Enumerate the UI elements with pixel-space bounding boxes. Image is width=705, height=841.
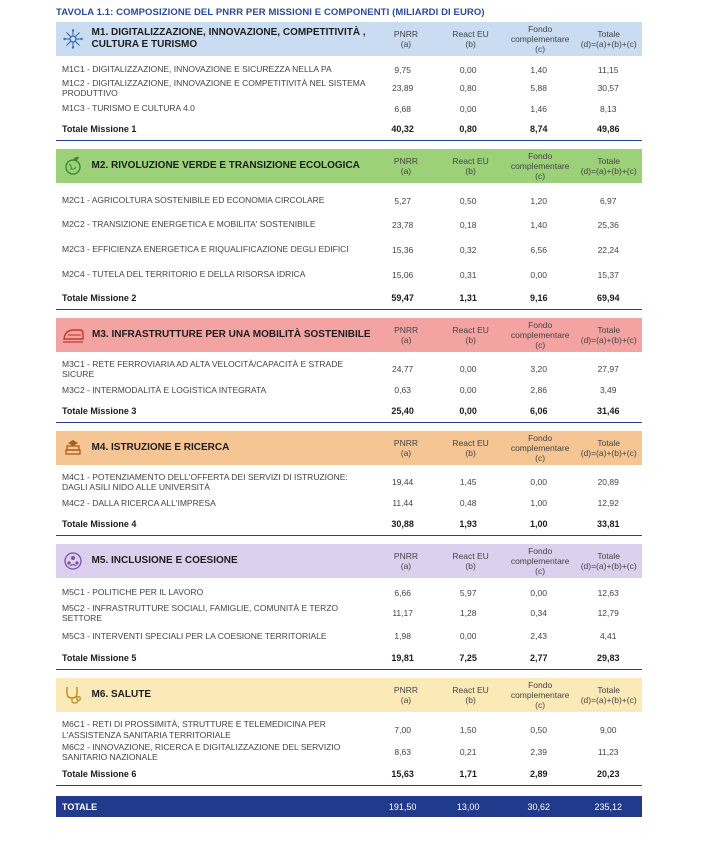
table-row: [56, 77, 642, 99]
value-react-eu: 0,00: [459, 385, 477, 395]
column-header-line: React EU: [452, 438, 489, 448]
total-react-eu: 0,00: [459, 406, 477, 416]
value-totale: 12,79: [597, 608, 619, 618]
value-fondo: 1,20: [530, 195, 547, 206]
component-label: M5C3 - INTERVENTI SPECIALI PER LA COESIONE TERRITORIALE: [62, 630, 327, 641]
total-react-eu: 1,31: [459, 293, 477, 303]
total-pnrr: 40,32: [391, 124, 414, 134]
table-row: [56, 625, 642, 647]
column-header-line: Fondo: [528, 24, 553, 34]
table-row: [56, 471, 642, 493]
mission-title: [92, 160, 376, 172]
mission-total-label: Totale Missione 3: [62, 406, 137, 416]
column-header-line: React EU: [452, 551, 489, 561]
column-header-line: Fondo: [528, 680, 553, 690]
column-header-line: (c): [535, 44, 546, 54]
value-react-eu: 1,50: [459, 724, 477, 735]
column-header-c2: [436, 551, 505, 571]
value-react-eu: 0,18: [459, 219, 477, 230]
component-label: M6C1 - RETI DI PROSSIMITÀ, STRUTTURE E TELEMEDICINA PER L'ASSISTENZA SANITARIA TERRITORIALE: [62, 719, 326, 740]
value-totale: 30,57: [597, 83, 619, 93]
mission-section: [56, 678, 642, 786]
value-react-eu: 1,45: [459, 477, 477, 487]
value-totale: 25,36: [597, 219, 619, 230]
mission-total-row: [56, 513, 642, 536]
column-header-line: Totale: [597, 685, 621, 695]
column-header-line: (c): [535, 453, 546, 463]
total-totale: 20,23: [596, 769, 620, 779]
column-header-line: PNRR: [394, 325, 419, 335]
total-totale: 69,94: [596, 293, 620, 303]
value-react-eu: 0,00: [459, 364, 477, 374]
total-react-eu: 7,25: [459, 653, 477, 663]
column-header-line: Totale: [597, 438, 621, 448]
value-fondo: 0,50: [530, 724, 547, 735]
value-react-eu: 0,21: [459, 747, 477, 757]
column-header-line: (d)=(a)+(b)+(c): [580, 695, 637, 705]
table-row: [56, 358, 642, 380]
value-totale: 3,49: [599, 385, 617, 395]
grand-total-fondo: 30,62: [527, 801, 550, 812]
mission-total-label: Totale Missione 4: [62, 519, 137, 529]
table-row: [56, 493, 642, 513]
table-row: [56, 601, 642, 625]
total-react-eu: 1,93: [459, 519, 477, 529]
table-row: [56, 189, 642, 212]
value-fondo: 1,40: [530, 64, 547, 75]
column-header-line: (b): [465, 561, 476, 571]
value-pnrr: 11,44: [392, 498, 413, 508]
mission-title: [92, 689, 376, 701]
value-pnrr: 0,63: [394, 385, 411, 395]
value-totale: 27,97: [597, 364, 619, 374]
column-header-line: Totale: [597, 325, 621, 335]
value-totale: 22,24: [597, 244, 619, 255]
table-row: [56, 380, 642, 400]
column-header-line: (a): [400, 448, 412, 458]
total-fondo: 6,06: [529, 406, 548, 416]
mission-total-label: Totale Missione 6: [62, 769, 137, 779]
column-header-line: (a): [400, 561, 412, 571]
column-header-line: PNRR: [393, 551, 418, 561]
value-react-eu: 0,48: [459, 498, 477, 508]
column-header-c2: [436, 29, 505, 49]
total-fondo: 2,77: [529, 653, 548, 663]
mission-title: [92, 555, 376, 567]
table-row: [56, 212, 642, 237]
value-fondo: 2,39: [530, 747, 547, 757]
green-globe-icon: [62, 155, 84, 177]
total-fondo: 2,89: [529, 769, 548, 779]
value-pnrr: 23,89: [392, 83, 414, 93]
mission-section: [56, 431, 642, 536]
value-fondo: 1,46: [530, 103, 547, 114]
column-header-line: complementare: [510, 556, 570, 566]
value-fondo: 2,86: [530, 385, 547, 395]
column-header-line: (b): [465, 39, 476, 49]
column-header-line: (c): [535, 700, 546, 710]
value-fondo: 6,56: [530, 244, 547, 255]
column-header-line: Totale: [597, 156, 621, 166]
mission-title-line1: M5. INCLUSIONE E COESIONE: [91, 555, 238, 566]
column-header-line: (b): [465, 166, 476, 176]
mission-section: [56, 544, 642, 670]
value-pnrr: 6,68: [394, 103, 411, 114]
total-pnrr: 15,63: [391, 769, 414, 779]
mission-title-line1: M6. SALUTE: [91, 689, 151, 700]
component-label: M2C2 - TRANSIZIONE ENERGETICA E MOBILITA' SOSTENIBILE: [62, 219, 316, 230]
mission-total-row: [56, 118, 642, 141]
mission-header: [56, 22, 642, 56]
value-pnrr: 1,98: [394, 631, 411, 641]
mission-header: [56, 431, 642, 465]
value-pnrr: 6,66: [394, 587, 411, 598]
value-react-eu: 0,00: [459, 631, 477, 641]
total-totale: 29,83: [596, 653, 620, 663]
column-header-line: complementare: [510, 161, 570, 171]
total-pnrr: 30,88: [391, 519, 414, 529]
component-label: M5C1 - POLITICHE PER IL LAVORO: [62, 587, 204, 598]
mission-total-row: [56, 763, 642, 786]
table-title: TAVOLA 1.1: COMPOSIZIONE DEL PNRR PER MISSIONI E COMPONENTI (MILIARDI DI EURO): [56, 7, 485, 18]
column-header-line: (a): [400, 39, 412, 49]
mission-title: [92, 329, 376, 341]
value-totale: 6,97: [599, 195, 617, 206]
value-totale: 8,13: [599, 103, 617, 114]
mission-total-row: [56, 400, 642, 423]
column-header-line: (c): [535, 171, 546, 181]
column-header-line: complementare: [510, 443, 570, 453]
total-totale: 31,46: [596, 406, 620, 416]
total-react-eu: 1,71: [459, 769, 477, 779]
value-fondo: 1,40: [530, 219, 547, 230]
column-header-line: (c): [535, 340, 546, 350]
column-header-c2: [436, 438, 505, 458]
table-row: [56, 718, 642, 741]
column-header-c3: [505, 546, 576, 576]
column-header-line: (b): [465, 448, 476, 458]
value-pnrr: 15,06: [392, 269, 414, 280]
grand-total-label: TOTALE: [62, 801, 98, 812]
table-row: [56, 584, 642, 601]
table-row: [56, 62, 642, 77]
total-totale: 33,81: [596, 519, 620, 529]
column-header-c2: [436, 156, 505, 176]
books-icon: [62, 437, 84, 459]
value-totale: 9,00: [599, 724, 617, 735]
total-fondo: 9,16: [529, 293, 548, 303]
mission-total-row: [56, 647, 642, 670]
column-header-line: (d)=(a)+(b)+(c): [580, 448, 637, 458]
value-fondo: 0,00: [530, 269, 547, 280]
value-react-eu: 0,80: [459, 83, 477, 93]
column-header-c4: [575, 325, 642, 345]
mission-title-line1: M2. RIVOLUZIONE VERDE E TRANSIZIONE ECOLOGICA: [91, 160, 360, 171]
column-header-line: Fondo: [528, 320, 553, 330]
component-label: M4C2 - DALLA RICERCA ALL'IMPRESA: [62, 497, 216, 508]
component-label: M5C2 - INFRASTRUTTURE SOCIALI, FAMIGLIE, COMUNITÀ E TERZO SETTORE: [62, 602, 339, 623]
grand-total-totale: 235,12: [594, 801, 622, 812]
mission-total-label: Totale Missione 2: [62, 293, 137, 303]
value-totale: 15,37: [597, 269, 619, 280]
pnrr-table-page: [56, 6, 642, 817]
value-react-eu: 0,32: [459, 244, 477, 255]
value-totale: 12,92: [597, 498, 619, 508]
column-header-line: PNRR: [393, 156, 418, 166]
column-header-line: (b): [465, 695, 476, 705]
column-header-line: (d)=(a)+(b)+(c): [580, 166, 637, 176]
mission-total-label: Totale Missione 1: [62, 124, 137, 134]
missions-container: [56, 22, 642, 786]
grand-total-react-eu: 13,00: [456, 801, 480, 812]
column-header-c3: [505, 680, 576, 710]
total-pnrr: 25,40: [391, 406, 414, 416]
column-header-c3: [505, 320, 575, 350]
value-react-eu: 5,97: [459, 587, 477, 598]
mission-total-row: [56, 287, 642, 310]
column-header-line: complementare: [510, 34, 570, 44]
value-fondo: 1,00: [530, 498, 547, 508]
column-header-line: React EU: [452, 156, 489, 166]
value-totale: 20,89: [597, 477, 619, 487]
column-header-line: React EU: [452, 685, 489, 695]
column-header-line: PNRR: [393, 438, 418, 448]
train-icon: [62, 324, 84, 346]
total-pnrr: 19,81: [391, 653, 414, 663]
value-pnrr: 15,36: [392, 244, 414, 255]
column-header-c3: [505, 24, 576, 54]
grand-total-pnrr: 191,50: [388, 801, 417, 812]
circuit-brain-icon: [62, 28, 84, 50]
value-totale: 11,23: [597, 747, 619, 757]
value-fondo: 0,00: [530, 477, 547, 487]
value-fondo: 3,20: [530, 364, 547, 374]
mission-title-line1: M1. DIGITALIZZAZIONE, INNOVAZIONE, COMPETITIVITÀ ,: [91, 27, 366, 38]
total-fondo: 1,00: [529, 519, 548, 529]
value-pnrr: 9,75: [394, 64, 411, 75]
column-header-line: (a): [400, 695, 412, 705]
column-header-c1: [376, 156, 437, 176]
column-header-line: (d)=(a)+(b)+(c): [580, 39, 637, 49]
column-header-c2: [436, 325, 505, 345]
mission-header: [56, 318, 642, 352]
component-label: M2C3 - EFFICIENZA ENERGETICA E RIQUALIFICAZIONE DEGLI EDIFICI: [62, 244, 349, 255]
mission-title: [92, 27, 376, 51]
value-pnrr: 11,17: [392, 608, 413, 618]
mission-header: [56, 544, 642, 578]
value-react-eu: 0,31: [459, 269, 477, 280]
mission-total-label: Totale Missione 5: [62, 653, 137, 663]
column-header-line: (a): [400, 166, 412, 176]
column-header-c4: [575, 156, 642, 176]
people-circle-icon: [62, 550, 84, 572]
value-react-eu: 1,28: [459, 608, 477, 618]
value-pnrr: 19,44: [392, 477, 414, 487]
column-header-c4: [575, 29, 642, 49]
component-label: M6C2 - INNOVAZIONE, RICERCA E DIGITALIZZAZIONE DEL SERVIZIO SANITARIO NAZIONALE: [62, 741, 341, 762]
mission-section: [56, 22, 642, 141]
component-label: M3C1 - RETE FERROVIARIA AD ALTA VELOCITÀ/CAPACITÀ E STRADE SICURE: [62, 358, 344, 379]
column-header-c3: [505, 433, 576, 463]
column-header-c4: [575, 438, 642, 458]
column-header-line: (a): [400, 335, 412, 345]
column-header-c1: [376, 438, 437, 458]
column-header-c1: [376, 551, 437, 571]
column-header-line: (d)=(a)+(b)+(c): [580, 335, 637, 345]
component-label: M1C3 - TURISMO E CULTURA 4.0: [62, 103, 195, 114]
column-header-c1: [376, 325, 437, 345]
mission-title-line1: M3. INFRASTRUTTURE PER UNA MOBILITÀ SOSTENIBILE: [92, 329, 371, 340]
value-react-eu: 0,00: [459, 103, 477, 114]
column-header-line: Fondo: [528, 546, 553, 556]
column-header-line: Totale: [597, 551, 621, 561]
component-label: M4C1 - POTENZIAMENTO DELL'OFFERTA DEI SERVIZI DI ISTRUZIONE: DAGLI ASILI NIDO ALLE UNIVERSITÀ: [62, 471, 348, 492]
component-label: M2C4 - TUTELA DEL TERRITORIO E DELLA RISORSA IDRICA: [62, 269, 306, 280]
mission-title-line2: CULTURA E TURISMO: [91, 39, 198, 50]
component-label: M1C1 - DIGITALIZZAZIONE, INNOVAZIONE E SICUREZZA NELLA PA: [62, 64, 332, 75]
column-header-line: Totale: [597, 29, 621, 39]
column-header-line: PNRR: [393, 29, 418, 39]
value-fondo: 2,43: [530, 631, 547, 641]
column-header-line: complementare: [510, 330, 570, 340]
column-header-c3: [505, 151, 576, 181]
value-react-eu: 0,00: [459, 64, 477, 75]
value-pnrr: 7,00: [394, 724, 411, 735]
value-fondo: 0,34: [530, 608, 547, 618]
total-fondo: 8,74: [529, 124, 548, 134]
column-header-line: (c): [535, 566, 546, 576]
column-header-line: (d)=(a)+(b)+(c): [580, 561, 637, 571]
mission-title: [92, 442, 376, 454]
value-fondo: 5,88: [530, 83, 547, 93]
value-pnrr: 24,77: [392, 364, 414, 374]
mission-section: [56, 318, 642, 423]
value-totale: 12,63: [597, 587, 619, 598]
column-header-c4: [575, 685, 642, 705]
column-header-line: React EU: [452, 325, 489, 335]
value-totale: 4,41: [599, 631, 617, 641]
total-react-eu: 0,80: [459, 124, 477, 134]
component-label: M1C2 - DIGITALIZZAZIONE, INNOVAZIONE E COMPETITIVITÀ NEL SISTEMA PRODUTTIVO: [62, 77, 366, 98]
total-totale: 49,86: [596, 124, 620, 134]
value-pnrr: 5,27: [394, 195, 411, 206]
value-pnrr: 8,63: [394, 747, 411, 757]
mission-header: [56, 678, 642, 712]
component-label: M2C1 - AGRICOLTURA SOSTENIBILE ED ECONOMIA CIRCOLARE: [62, 195, 325, 206]
column-header-line: Fondo: [528, 151, 553, 161]
value-pnrr: 23,78: [392, 219, 414, 230]
table-row: [56, 741, 642, 763]
mission-header: [56, 149, 642, 183]
column-header-c1: [376, 29, 437, 49]
value-fondo: 0,00: [530, 587, 547, 598]
column-header-c1: [376, 685, 437, 705]
table-row: [56, 99, 642, 118]
mission-title-line1: M4. ISTRUZIONE E RICERCA: [91, 442, 230, 453]
column-header-c4: [575, 551, 642, 571]
component-label: M3C2 - INTERMODALITÀ E LOGISTICA INTEGRATA: [62, 384, 267, 395]
table-row: [56, 262, 642, 287]
grand-total-row: [56, 796, 642, 817]
column-header-line: React EU: [452, 29, 489, 39]
column-header-line: complementare: [510, 690, 570, 700]
stethoscope-icon: [62, 684, 84, 706]
column-header-line: (b): [465, 335, 476, 345]
mission-section: [56, 149, 642, 310]
value-totale: 11,15: [597, 64, 619, 75]
table-row: [56, 237, 642, 262]
column-header-line: Fondo: [528, 433, 553, 443]
total-pnrr: 59,47: [391, 293, 414, 303]
value-react-eu: 0,50: [459, 195, 477, 206]
column-header-line: PNRR: [393, 685, 418, 695]
column-header-c2: [436, 685, 505, 705]
